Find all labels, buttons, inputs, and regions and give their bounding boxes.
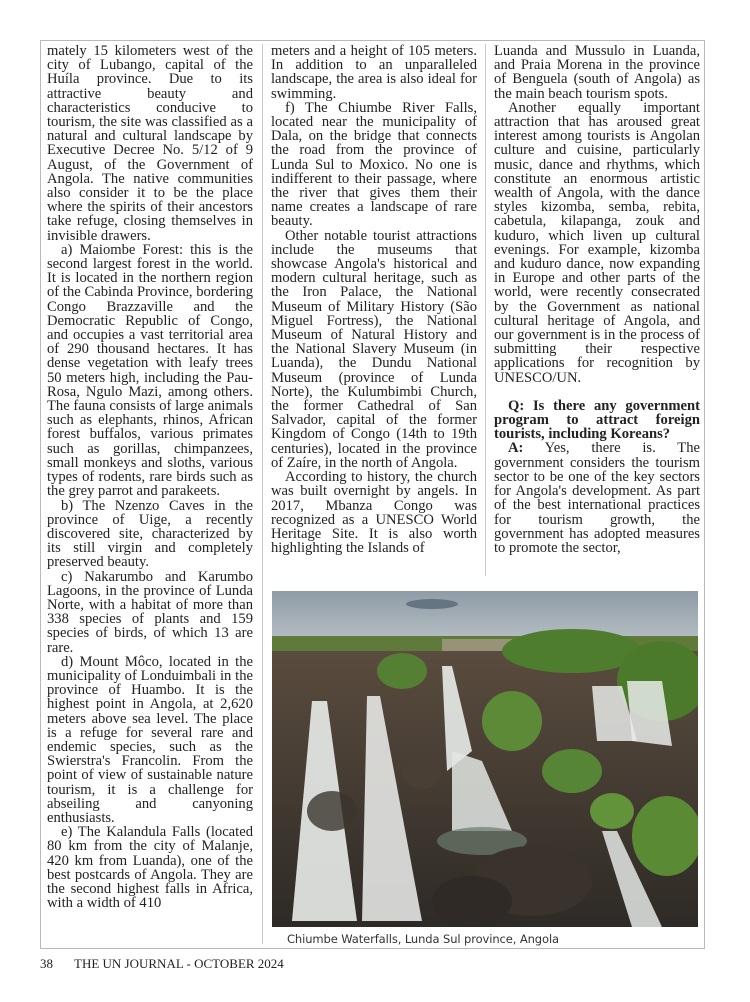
answer-label: A: xyxy=(508,440,524,457)
paragraph-kalandula-falls: e) The Kalandula Falls (located 80 km from the city of Malanje, 420 km from Luanda), one of the best postcards of Angola. They are the second highest falls in Africa, with a width of 410 xyxy=(47,824,253,912)
waterfall-photo-illustration xyxy=(272,591,698,927)
paragraph-nzenzo-caves: b) The Nzenzo Caves in the province of Uige, a recently discovered site, characterized by its still virgin and completely preserved beauty. xyxy=(47,497,253,571)
paragraph-culture: Another equally important attraction that has aroused great interest among tourists is Angolan culture and cuisine, particularly music, dance and rhythms, which constitute an enormous artistic wealth of Angola, with the dance styles kizomba, semba, rebita, cabetula, kilapanga, zouk and kuduro, which liven up cultural evenings. For example, kizomba and kuduro dance, now expanding in Europe and other parts of the world, were recently consecrated by the Government as national cultural heritage of Angola, and our government is in the process of submitting their respective applications for recognition by UNESCO/UN. xyxy=(494,99,700,386)
paragraph-chiumbe-falls: f) The Chiumbe River Falls, located near the municipality of Dala, on the bridge that connects the road from the province of Lunda Sul to Moxico. No one is indifferent to their passage, where the river that gives them their name creates a landscape of rare beauty. xyxy=(271,99,477,230)
waterfall-photo xyxy=(272,591,698,927)
article-column-3 xyxy=(494,44,700,555)
article-column-2 xyxy=(271,44,477,555)
interview-question: Q: Is there any government program to attract foreign tourists, including Koreans? xyxy=(494,397,700,443)
paragraph: mately 15 kilometers west of the city of Lubango, capital of the Huíla province. Due to its attractive beauty and characteristics conducive to tourism, the site was classified as a natural and cultural landscape by Executive Decree No. 5/12 of 9 August, of the Government of Angola. The native communities also consider it to be the place where the spirits of their ancestors take refuge, closing themselves in invisible drawers. xyxy=(47,43,253,244)
photo-caption: Chiumbe Waterfalls, Lunda Sul province, Angola xyxy=(287,932,559,946)
answer-text: Yes, there is. The government considers the tourism sector to be one of the key sectors for Angola's development. As part of the best international practices for tourism growth, the government has adopted measures to promote the sector, xyxy=(494,440,700,556)
paragraph-maiombe-forest: a) Maiombe Forest: this is the second largest forest in the world. It is located in the northern region of the Cabinda Province, bordering Congo Brazzaville and the Democratic Republic of Congo, and occupies a vast territorial area of 290 thousand hectares. It has dense vegetation with leafy trees 50 meters high, including the Pau-Rosa, Ngulo Mazi, among others. The fauna consists of large animals such as elephants, rhinos, African forest buffalos, various primates such as gorillas, chimpanzees, small monkeys and sloths, various types of rodents, rare birds such as the grey parrot and parakeets. xyxy=(47,241,254,500)
page-footer xyxy=(40,956,284,972)
article-column-1 xyxy=(47,44,253,910)
interview-answer xyxy=(494,441,700,555)
column-divider xyxy=(485,44,486,576)
paragraph: Luanda and Mussulo in Luanda, and Praia Morena in the province of Benguela (south of Angola) as the main beach tourism spots. xyxy=(494,43,700,102)
column-divider xyxy=(262,44,263,944)
paragraph-history: According to history, the church was built overnight by angels. In 2017, Mbanza Congo was recognized as a UNESCO World Heritage Site. It is also worth highlighting the Islands of xyxy=(271,469,477,557)
paragraph: meters and a height of 105 meters. In addition to an unparalleled landscape, the area is also ideal for swimming. xyxy=(271,43,477,102)
paragraph-mount-moco: d) Mount Môco, located in the municipality of Londuimbali in the province of Huambo. It is the highest point in Angola, at 2,620 meters above sea level. The place is a refuge for several rare and endemic species, such as the Swierstra's Francolin. From the point of view of sustainable nature tourism, it is a challenge for abseiling and canyoning enthusiasts. xyxy=(47,653,253,826)
publication-title: THE UN JOURNAL - OCTOBER 2024 xyxy=(74,956,284,971)
paragraph-museums: Other notable tourist attractions include the museums that showcase Angola's historical and modern cultural heritage, such as the Iron Palace, the National Museum of Military History (São Miguel Fortress), the National Museum of Natural History and the National Slavery Museum (in Luanda), the Dundu National Museum (province of Lunda Norte), the Kulumbimbi Church, the former Cathedral of San Salvador, capital of the former Kingdom of Congo (14th to 19th centuries), located in the province of Zaíre, in the north of Angola. xyxy=(271,227,477,471)
paragraph-lagoons: c) Nakarumbo and Karumbo Lagoons, in the province of Lunda Norte, with a habitat of more than 338 species of plants and 159 species of birds, of which 13 are rare. xyxy=(47,568,253,656)
page-number: 38 xyxy=(40,956,53,971)
